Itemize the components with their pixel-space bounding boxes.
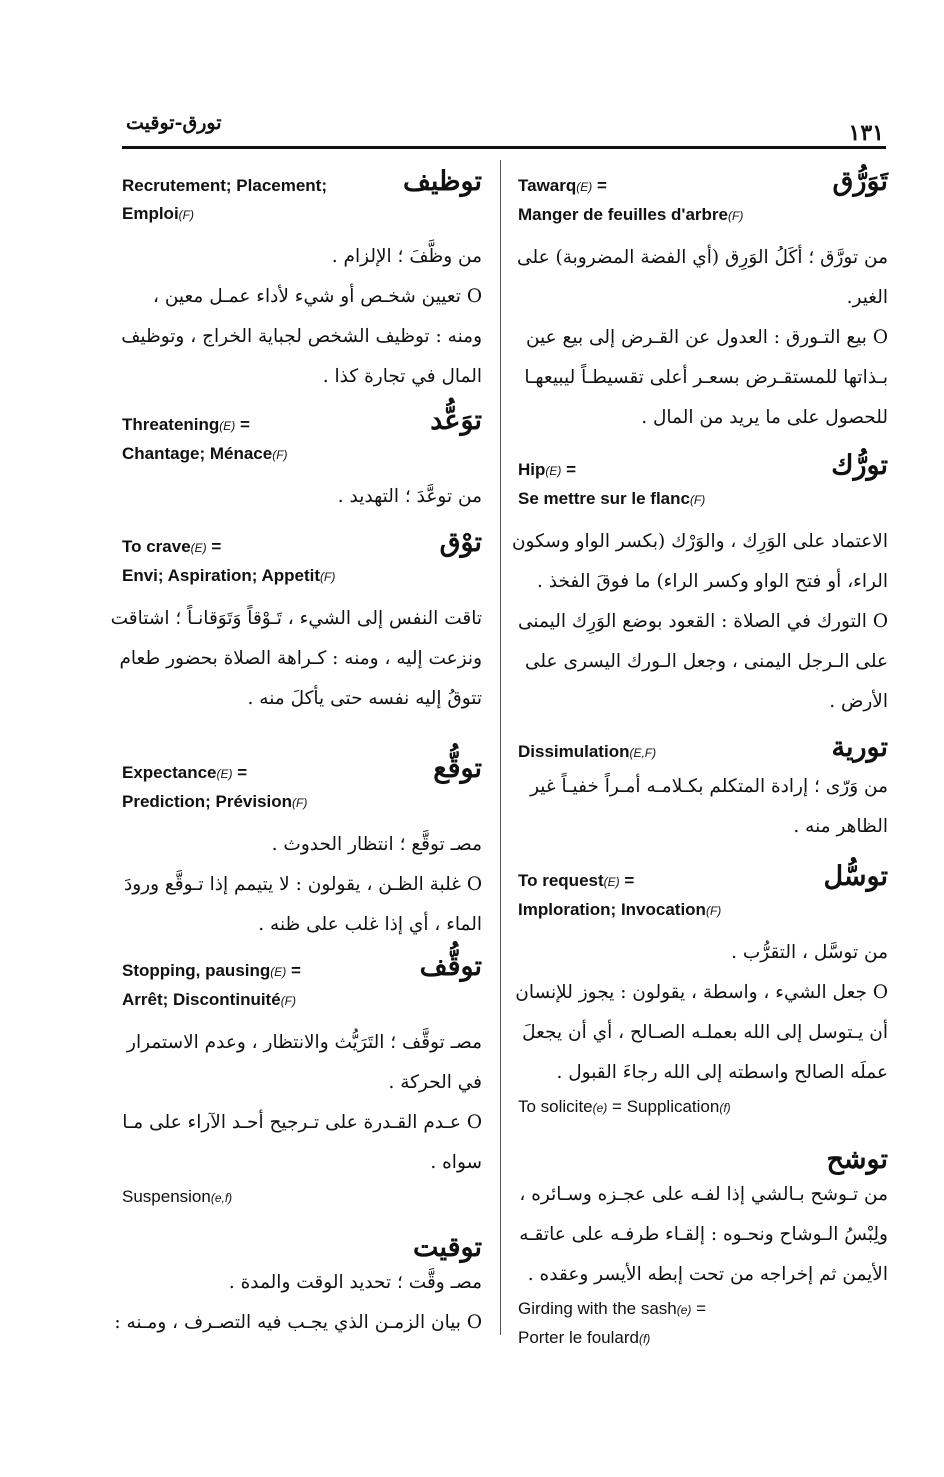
- definition-line: من وظَّفَ ؛ الإلزام .: [331, 246, 482, 267]
- gloss-en: Stopping, pausing(E) =: [122, 961, 301, 980]
- definition-line: مصـ توقَّف ؛ التَرَيُّث والانتظار ، وعدم الاستمرار: [127, 1032, 482, 1053]
- definition-line: O غلبة الظـن ، يقولون : لا يتيمم إذا تـوقَّع ورودَ: [123, 874, 482, 895]
- gloss-line: Emploi(F): [122, 204, 194, 223]
- entry-tawqit: [114, 1232, 482, 1343]
- headword: توشح: [826, 1144, 888, 1175]
- headword: توْق: [439, 527, 482, 558]
- page-number: ١٣١: [848, 120, 884, 146]
- definition-line: O جعل الشيء ، واسطة ، يقولون : يجوز للإنسان: [515, 982, 888, 1003]
- definition-line: أن يـتوسل إلى الله بعملـه الصـالح ، أي أن يجعلَ: [522, 1022, 888, 1043]
- headword: توقُّف: [419, 951, 482, 982]
- definition-line: بـذاتها للمستقـرض بسعـر أعلى تقسيطـاً ليبيعهـا: [524, 367, 888, 388]
- definition-line: عملَه الصالح واسطته إلى الله رجاءَ القبول .: [556, 1062, 888, 1083]
- definition-line: O بيان الزمـن الذي يجـب فيه التصـرف ، ومـنه :: [114, 1312, 482, 1333]
- headword: توقُّع: [433, 753, 482, 784]
- gloss-fr: Envi; Aspiration; Appetit(F): [122, 566, 336, 585]
- extra-gloss: To solicite(e) = Supplication(f): [518, 1097, 731, 1116]
- definition-line: O عـدم القـدرة على تـرجيح أحـد الآراء على مـا: [122, 1112, 482, 1133]
- definition-line: المال في تجارة كذا .: [322, 366, 482, 387]
- definition-line: مصـ توقَّع ؛ انتظار الحدوث .: [271, 834, 482, 855]
- definition-line: الظاهر منه .: [793, 816, 888, 837]
- definition-line: تاقت النفس إلى الشيء ، تَـوْقاً وَتَوَقانـاً ؛ اشتاقت: [110, 608, 482, 629]
- definition-line: O التورك في الصلاة : القعود بوضع الوَرِك اليمنى: [517, 611, 888, 632]
- headword: توَعُّد: [430, 405, 482, 436]
- gloss-line: Recrutement; Placement;: [122, 176, 328, 195]
- headword: تَوَرُّق: [832, 166, 888, 197]
- definition-line: على الـرجل اليمنى ، وجعل الـورك اليسرى على: [525, 651, 888, 672]
- definition-line: ونزعت إليه ، ومنه : كـراهة الصلاة بحضور طعام: [119, 648, 482, 669]
- definition-line: من تورَّق ؛ أكَلُ الوَرِق (أي الفضة المضروبة) على: [517, 247, 888, 268]
- definition-line: سواه .: [430, 1152, 482, 1173]
- right-column: [511, 166, 888, 1353]
- definition-line: الماء ، أي إذا غلب على ظنه .: [258, 914, 482, 935]
- gloss-en: Hip(E) =: [518, 460, 577, 479]
- definition-line: الأيمن ثم إخراجه من تحت إبطه الأيسر وعقده .: [527, 1264, 888, 1285]
- running-title: تورق-توقيت: [126, 112, 222, 134]
- gloss-fr: Imploration; Invocation(F): [518, 900, 722, 919]
- entry-tawaqan: [110, 527, 482, 719]
- entry-tawaud: [122, 405, 482, 517]
- gloss-fr: Prediction; Prévision(F): [122, 792, 308, 811]
- gloss-en: Girding with the sash(e) =: [518, 1299, 707, 1318]
- definition-line: من توسَّل ، التقرُّب .: [731, 942, 888, 963]
- gloss-fr: Porter le foulard(f): [518, 1328, 651, 1347]
- headword: توسُّل: [823, 861, 888, 892]
- entry-tawaqqu: [122, 753, 482, 945]
- definition-line: في الحركة .: [388, 1072, 482, 1093]
- definition-line: للحصول على ما يريد من المال .: [641, 407, 888, 428]
- entry-tawashshuh: [518, 1144, 888, 1353]
- gloss-fr: Chantage; Ménace(F): [122, 444, 288, 463]
- definition-line: تتوقُ إليه نفسه حتى يأكلَ منه .: [247, 688, 482, 709]
- column-divider: [500, 160, 501, 1335]
- entry-tawzif: [121, 166, 482, 397]
- definition-line: O تعيين شخـص أو شيء لأداء عمـل معين ،: [152, 286, 482, 307]
- gloss-fr: Arrêt; Discontinuité(F): [122, 990, 297, 1009]
- gloss-en: To request(E) =: [518, 871, 635, 890]
- gloss-en: Dissimulation(E,F): [518, 742, 657, 761]
- entry-tawassul: [515, 861, 888, 1122]
- entry-tawaqquf: [122, 951, 482, 1212]
- headword: توظيف: [402, 166, 482, 197]
- definition-line: O بيع التـورق : العدول عن القـرض إلى بيع عين: [525, 327, 888, 348]
- headword: تورُّك: [831, 450, 888, 481]
- gloss-en: Tawarq(E) =: [518, 176, 607, 195]
- extra-gloss: Suspension(e,f): [122, 1187, 233, 1206]
- entry-tawarruk: [511, 450, 888, 722]
- gloss-fr: Manger de feuilles d'arbre(F): [518, 205, 744, 224]
- gloss-en: Threatening(E) =: [122, 415, 250, 434]
- gloss-en: Expectance(E) =: [122, 763, 248, 782]
- definition-line: الأرض .: [829, 691, 888, 712]
- headword: توقيت: [412, 1232, 482, 1263]
- definition-line: الاعتماد على الوَرِك ، والوَرْك (بكسر الواو وسكون: [511, 531, 888, 552]
- definition-line: ولِبْسُ الـوشاح ونحـوه : إلقـاء طرفـه على عاتقـه: [519, 1224, 888, 1245]
- definition-line: الراء، أو فتح الواو وكسر الراء) ما فوقَ الفخذ .: [536, 571, 888, 592]
- headword: تورية: [831, 732, 888, 763]
- definition-line: من تـوشح بـالشي إذا لفـه على عجـزه وسـائره ،: [519, 1184, 888, 1205]
- definition-line: مصـ وقَّت ؛ تحديد الوقت والمدة .: [228, 1272, 482, 1293]
- gloss-en: To crave(E) =: [122, 537, 222, 556]
- definition-line: من توعَّدَ ؛ التهديد .: [337, 486, 482, 507]
- left-column: [110, 166, 482, 1343]
- definition-line: من وَرّى ؛ إرادة المتكلم بكـلامـه أمـراً خفيـاً غير: [530, 776, 888, 797]
- entry-tawriya: [518, 732, 888, 847]
- definition-line: الغير.: [846, 287, 888, 308]
- gloss-fr: Se mettre sur le flanc(F): [518, 489, 706, 508]
- definition-line: ومنه : توظيف الشخص لجباية الخراج ، وتوظيف: [121, 326, 482, 347]
- header-rule: [122, 146, 886, 149]
- entry-tawarraq: [517, 166, 888, 438]
